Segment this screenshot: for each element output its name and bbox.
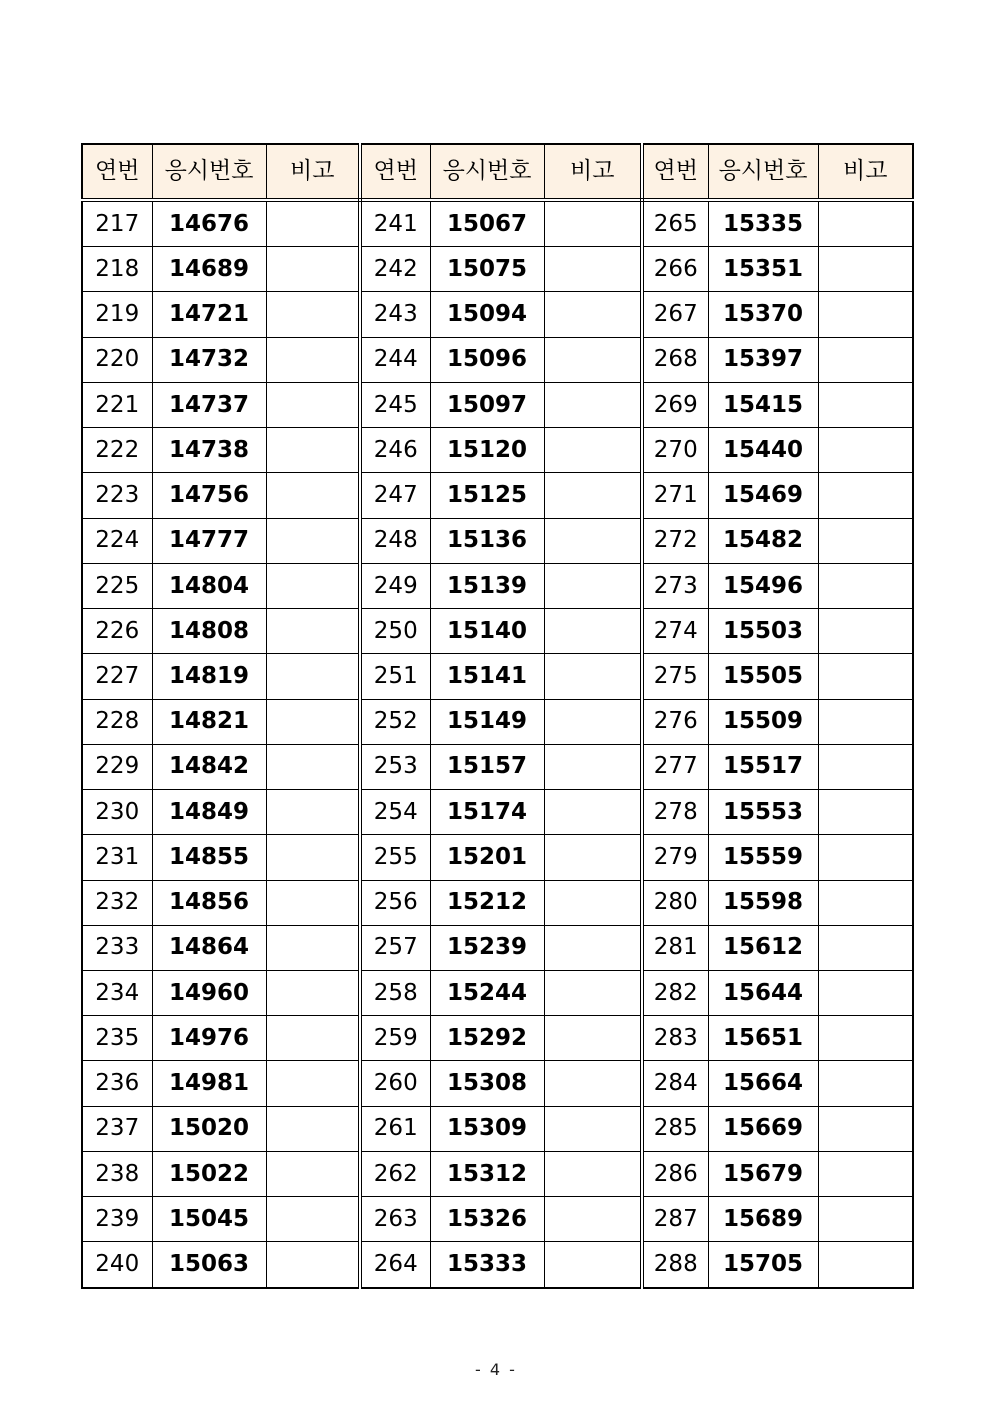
exam-number-cell: 14819 bbox=[152, 654, 266, 699]
seq-cell: 279 bbox=[642, 835, 708, 880]
header-exam-number: 응시번호 bbox=[708, 144, 818, 200]
table-row bbox=[82, 382, 913, 427]
note-cell bbox=[544, 473, 642, 518]
exam-number-cell: 14976 bbox=[152, 1016, 266, 1061]
note-cell bbox=[544, 1016, 642, 1061]
table-row bbox=[82, 200, 913, 247]
note-cell bbox=[818, 563, 913, 608]
note-cell bbox=[544, 925, 642, 970]
table-row bbox=[82, 1151, 913, 1196]
seq-cell: 266 bbox=[642, 247, 708, 292]
seq-cell: 282 bbox=[642, 971, 708, 1016]
table-row bbox=[82, 744, 913, 789]
seq-cell: 217 bbox=[82, 200, 152, 247]
note-cell bbox=[544, 518, 642, 563]
seq-cell: 237 bbox=[82, 1106, 152, 1151]
exam-number-cell: 15664 bbox=[708, 1061, 818, 1106]
seq-cell: 248 bbox=[360, 518, 430, 563]
table-row bbox=[82, 609, 913, 654]
note-cell bbox=[266, 473, 360, 518]
note-cell bbox=[544, 247, 642, 292]
seq-cell: 236 bbox=[82, 1061, 152, 1106]
seq-cell: 283 bbox=[642, 1016, 708, 1061]
header-seq: 연번 bbox=[82, 144, 152, 200]
seq-cell: 242 bbox=[360, 247, 430, 292]
note-cell bbox=[266, 200, 360, 247]
exam-number-cell: 15096 bbox=[430, 337, 544, 382]
note-cell bbox=[818, 925, 913, 970]
exam-number-cell: 15140 bbox=[430, 609, 544, 654]
seq-cell: 260 bbox=[360, 1061, 430, 1106]
note-cell bbox=[818, 609, 913, 654]
exam-number-cell: 15139 bbox=[430, 563, 544, 608]
seq-cell: 219 bbox=[82, 292, 152, 337]
exam-number-cell: 15020 bbox=[152, 1106, 266, 1151]
table-row bbox=[82, 563, 913, 608]
table-row bbox=[82, 654, 913, 699]
exam-number-cell: 15679 bbox=[708, 1151, 818, 1196]
note-cell bbox=[544, 971, 642, 1016]
note-cell bbox=[266, 382, 360, 427]
header-seq: 연번 bbox=[360, 144, 430, 200]
seq-cell: 243 bbox=[360, 292, 430, 337]
note-cell bbox=[266, 1151, 360, 1196]
exam-number-cell: 15136 bbox=[430, 518, 544, 563]
note-cell bbox=[266, 518, 360, 563]
seq-cell: 269 bbox=[642, 382, 708, 427]
seq-cell: 259 bbox=[360, 1016, 430, 1061]
exam-number-cell: 14808 bbox=[152, 609, 266, 654]
exam-number-cell: 15559 bbox=[708, 835, 818, 880]
note-cell bbox=[818, 1242, 913, 1288]
exam-number-cell: 14676 bbox=[152, 200, 266, 247]
exam-number-cell: 15469 bbox=[708, 473, 818, 518]
note-cell bbox=[266, 563, 360, 608]
seq-cell: 263 bbox=[360, 1197, 430, 1242]
note-cell bbox=[544, 835, 642, 880]
note-cell bbox=[266, 1106, 360, 1151]
note-cell bbox=[818, 247, 913, 292]
seq-cell: 226 bbox=[82, 609, 152, 654]
seq-cell: 257 bbox=[360, 925, 430, 970]
seq-cell: 253 bbox=[360, 744, 430, 789]
note-cell bbox=[818, 428, 913, 473]
note-cell bbox=[544, 744, 642, 789]
exam-number-cell: 15308 bbox=[430, 1061, 544, 1106]
note-cell bbox=[818, 473, 913, 518]
seq-cell: 280 bbox=[642, 880, 708, 925]
seq-cell: 240 bbox=[82, 1242, 152, 1288]
seq-cell: 222 bbox=[82, 428, 152, 473]
exam-number-cell: 15335 bbox=[708, 200, 818, 247]
note-cell bbox=[266, 1242, 360, 1288]
note-cell bbox=[818, 654, 913, 699]
exam-number-cell: 15097 bbox=[430, 382, 544, 427]
seq-cell: 281 bbox=[642, 925, 708, 970]
exam-number-cell: 15292 bbox=[430, 1016, 544, 1061]
table-row bbox=[82, 699, 913, 744]
exam-number-cell: 15075 bbox=[430, 247, 544, 292]
note-cell bbox=[266, 699, 360, 744]
seq-cell: 246 bbox=[360, 428, 430, 473]
exam-number-cell: 15201 bbox=[430, 835, 544, 880]
note-cell bbox=[266, 925, 360, 970]
seq-cell: 277 bbox=[642, 744, 708, 789]
exam-number-cell: 15496 bbox=[708, 563, 818, 608]
note-cell bbox=[544, 337, 642, 382]
note-cell bbox=[818, 835, 913, 880]
table-row bbox=[82, 1061, 913, 1106]
table-body bbox=[82, 200, 913, 1288]
exam-number-cell: 14864 bbox=[152, 925, 266, 970]
note-cell bbox=[266, 971, 360, 1016]
exam-number-cell: 15509 bbox=[708, 699, 818, 744]
note-cell bbox=[818, 1061, 913, 1106]
seq-cell: 244 bbox=[360, 337, 430, 382]
seq-cell: 220 bbox=[82, 337, 152, 382]
exam-number-cell: 14804 bbox=[152, 563, 266, 608]
seq-cell: 224 bbox=[82, 518, 152, 563]
exam-number-cell: 15397 bbox=[708, 337, 818, 382]
seq-cell: 251 bbox=[360, 654, 430, 699]
note-cell bbox=[266, 835, 360, 880]
seq-cell: 284 bbox=[642, 1061, 708, 1106]
exam-number-cell: 14721 bbox=[152, 292, 266, 337]
seq-cell: 229 bbox=[82, 744, 152, 789]
table-row bbox=[82, 247, 913, 292]
seq-cell: 261 bbox=[360, 1106, 430, 1151]
note-cell bbox=[544, 200, 642, 247]
exam-number-cell: 14737 bbox=[152, 382, 266, 427]
exam-number-cell: 15415 bbox=[708, 382, 818, 427]
seq-cell: 239 bbox=[82, 1197, 152, 1242]
table-row bbox=[82, 428, 913, 473]
exam-number-cell: 15045 bbox=[152, 1197, 266, 1242]
seq-cell: 258 bbox=[360, 971, 430, 1016]
exam-number-cell: 14777 bbox=[152, 518, 266, 563]
exam-number-cell: 15705 bbox=[708, 1242, 818, 1288]
exam-number-cell: 14689 bbox=[152, 247, 266, 292]
note-cell bbox=[544, 609, 642, 654]
exam-number-cell: 14981 bbox=[152, 1061, 266, 1106]
exam-number-cell: 14738 bbox=[152, 428, 266, 473]
exam-number-cell: 15212 bbox=[430, 880, 544, 925]
note-cell bbox=[544, 654, 642, 699]
note-cell bbox=[544, 382, 642, 427]
exam-number-cell: 15505 bbox=[708, 654, 818, 699]
exam-number-cell: 14821 bbox=[152, 699, 266, 744]
seq-cell: 278 bbox=[642, 790, 708, 835]
seq-cell: 252 bbox=[360, 699, 430, 744]
table-row bbox=[82, 971, 913, 1016]
exam-number-cell: 14732 bbox=[152, 337, 266, 382]
exam-number-cell: 15244 bbox=[430, 971, 544, 1016]
exam-number-cell: 15333 bbox=[430, 1242, 544, 1288]
exam-number-cell: 15553 bbox=[708, 790, 818, 835]
exam-number-cell: 15370 bbox=[708, 292, 818, 337]
seq-cell: 238 bbox=[82, 1151, 152, 1196]
exam-number-cell: 14842 bbox=[152, 744, 266, 789]
note-cell bbox=[818, 744, 913, 789]
note-cell bbox=[544, 880, 642, 925]
note-cell bbox=[544, 699, 642, 744]
note-cell bbox=[818, 1106, 913, 1151]
table-row bbox=[82, 518, 913, 563]
seq-cell: 249 bbox=[360, 563, 430, 608]
seq-cell: 271 bbox=[642, 473, 708, 518]
table-row bbox=[82, 880, 913, 925]
exam-number-cell: 14856 bbox=[152, 880, 266, 925]
seq-cell: 262 bbox=[360, 1151, 430, 1196]
exam-number-cell: 14849 bbox=[152, 790, 266, 835]
seq-cell: 232 bbox=[82, 880, 152, 925]
note-cell bbox=[266, 247, 360, 292]
seq-cell: 228 bbox=[82, 699, 152, 744]
exam-number-cell: 15157 bbox=[430, 744, 544, 789]
note-cell bbox=[818, 1016, 913, 1061]
exam-number-cell: 15239 bbox=[430, 925, 544, 970]
note-cell bbox=[266, 744, 360, 789]
note-cell bbox=[544, 1242, 642, 1288]
seq-cell: 287 bbox=[642, 1197, 708, 1242]
seq-cell: 247 bbox=[360, 473, 430, 518]
exam-number-cell: 15174 bbox=[430, 790, 544, 835]
note-cell bbox=[818, 337, 913, 382]
note-cell bbox=[544, 292, 642, 337]
seq-cell: 273 bbox=[642, 563, 708, 608]
exam-number-cell: 15351 bbox=[708, 247, 818, 292]
applicant-table bbox=[81, 143, 914, 1289]
note-cell bbox=[544, 1061, 642, 1106]
exam-number-cell: 15482 bbox=[708, 518, 818, 563]
note-cell bbox=[266, 654, 360, 699]
seq-cell: 288 bbox=[642, 1242, 708, 1288]
exam-number-cell: 15651 bbox=[708, 1016, 818, 1061]
seq-cell: 250 bbox=[360, 609, 430, 654]
header-seq: 연번 bbox=[642, 144, 708, 200]
table-row bbox=[82, 473, 913, 518]
seq-cell: 272 bbox=[642, 518, 708, 563]
seq-cell: 227 bbox=[82, 654, 152, 699]
seq-cell: 230 bbox=[82, 790, 152, 835]
seq-cell: 268 bbox=[642, 337, 708, 382]
exam-number-cell: 14960 bbox=[152, 971, 266, 1016]
seq-cell: 231 bbox=[82, 835, 152, 880]
note-cell bbox=[818, 880, 913, 925]
note-cell bbox=[818, 382, 913, 427]
seq-cell: 286 bbox=[642, 1151, 708, 1196]
header-row bbox=[82, 144, 913, 200]
exam-number-cell: 15067 bbox=[430, 200, 544, 247]
seq-cell: 221 bbox=[82, 382, 152, 427]
seq-cell: 267 bbox=[642, 292, 708, 337]
header-exam-number: 응시번호 bbox=[152, 144, 266, 200]
seq-cell: 274 bbox=[642, 609, 708, 654]
note-cell bbox=[544, 1106, 642, 1151]
note-cell bbox=[266, 1016, 360, 1061]
note-cell bbox=[266, 292, 360, 337]
header-exam-number: 응시번호 bbox=[430, 144, 544, 200]
exam-number-cell: 15440 bbox=[708, 428, 818, 473]
seq-cell: 285 bbox=[642, 1106, 708, 1151]
seq-cell: 245 bbox=[360, 382, 430, 427]
exam-number-cell: 15125 bbox=[430, 473, 544, 518]
exam-number-cell: 15063 bbox=[152, 1242, 266, 1288]
seq-cell: 235 bbox=[82, 1016, 152, 1061]
exam-number-cell: 15326 bbox=[430, 1197, 544, 1242]
note-cell bbox=[818, 790, 913, 835]
note-cell bbox=[544, 1197, 642, 1242]
note-cell bbox=[266, 1197, 360, 1242]
seq-cell: 264 bbox=[360, 1242, 430, 1288]
note-cell bbox=[818, 699, 913, 744]
seq-cell: 270 bbox=[642, 428, 708, 473]
note-cell bbox=[266, 337, 360, 382]
exam-number-cell: 15669 bbox=[708, 1106, 818, 1151]
seq-cell: 276 bbox=[642, 699, 708, 744]
seq-cell: 234 bbox=[82, 971, 152, 1016]
note-cell bbox=[266, 880, 360, 925]
exam-number-cell: 15309 bbox=[430, 1106, 544, 1151]
seq-cell: 256 bbox=[360, 880, 430, 925]
seq-cell: 254 bbox=[360, 790, 430, 835]
seq-cell: 218 bbox=[82, 247, 152, 292]
exam-number-cell: 14855 bbox=[152, 835, 266, 880]
note-cell bbox=[818, 200, 913, 247]
exam-number-cell: 15022 bbox=[152, 1151, 266, 1196]
table-row bbox=[82, 790, 913, 835]
seq-cell: 265 bbox=[642, 200, 708, 247]
exam-number-cell: 15141 bbox=[430, 654, 544, 699]
note-cell bbox=[266, 428, 360, 473]
exam-number-cell: 15094 bbox=[430, 292, 544, 337]
page-number: - 4 - bbox=[475, 1360, 517, 1379]
note-cell bbox=[544, 428, 642, 473]
note-cell bbox=[266, 1061, 360, 1106]
table-row bbox=[82, 835, 913, 880]
exam-number-cell: 15644 bbox=[708, 971, 818, 1016]
exam-number-cell: 15503 bbox=[708, 609, 818, 654]
table-row bbox=[82, 1016, 913, 1061]
exam-number-cell: 15120 bbox=[430, 428, 544, 473]
seq-cell: 241 bbox=[360, 200, 430, 247]
note-cell bbox=[544, 563, 642, 608]
seq-cell: 233 bbox=[82, 925, 152, 970]
seq-cell: 275 bbox=[642, 654, 708, 699]
table-row bbox=[82, 1197, 913, 1242]
seq-cell: 223 bbox=[82, 473, 152, 518]
seq-cell: 225 bbox=[82, 563, 152, 608]
note-cell bbox=[544, 790, 642, 835]
table-row bbox=[82, 1242, 913, 1288]
note-cell bbox=[266, 790, 360, 835]
note-cell bbox=[818, 518, 913, 563]
exam-number-cell: 15149 bbox=[430, 699, 544, 744]
note-cell bbox=[544, 1151, 642, 1196]
exam-number-cell: 15598 bbox=[708, 880, 818, 925]
note-cell bbox=[818, 292, 913, 337]
exam-number-cell: 15517 bbox=[708, 744, 818, 789]
header-note: 비고 bbox=[266, 144, 360, 200]
exam-number-cell: 14756 bbox=[152, 473, 266, 518]
header-note: 비고 bbox=[544, 144, 642, 200]
table-row bbox=[82, 337, 913, 382]
exam-number-cell: 15312 bbox=[430, 1151, 544, 1196]
exam-number-cell: 15612 bbox=[708, 925, 818, 970]
table-row bbox=[82, 925, 913, 970]
note-cell bbox=[818, 971, 913, 1016]
note-cell bbox=[266, 609, 360, 654]
note-cell bbox=[818, 1197, 913, 1242]
exam-number-cell: 15689 bbox=[708, 1197, 818, 1242]
seq-cell: 255 bbox=[360, 835, 430, 880]
header-note: 비고 bbox=[818, 144, 913, 200]
table-row bbox=[82, 292, 913, 337]
note-cell bbox=[818, 1151, 913, 1196]
table-row bbox=[82, 1106, 913, 1151]
